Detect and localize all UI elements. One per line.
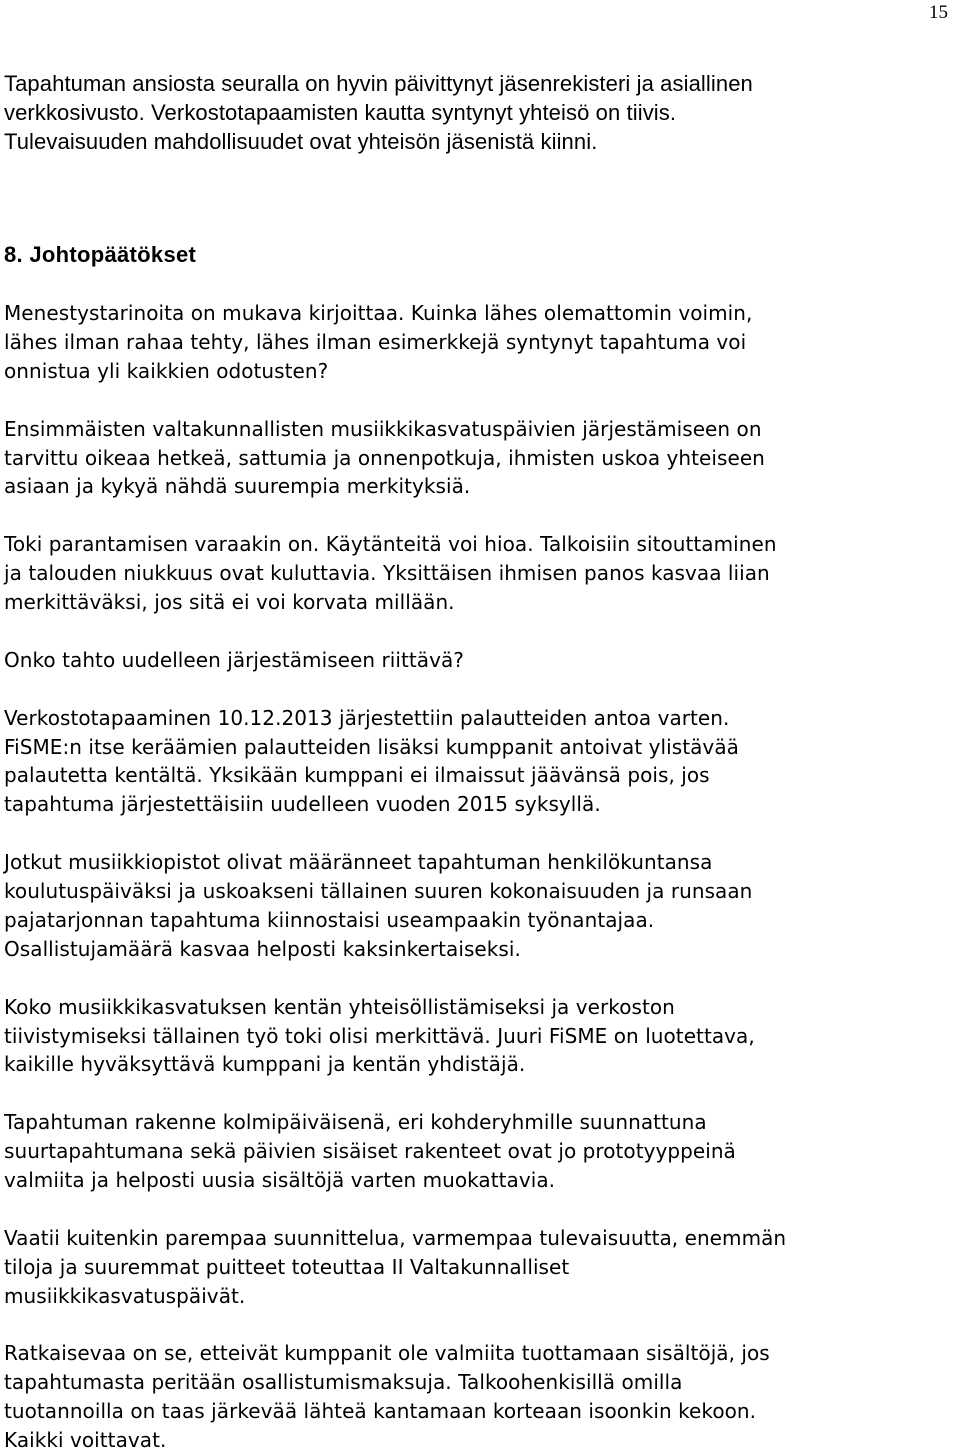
paragraph-community: Koko musiikkikasvatuksen kentän yhteisöllistämiseksi ja verkoston tiivistymiseksi tällainen työ toki olisi merkittävä. Juuri FiSME on luotettava, kaikille hyväksyttävä kumppani ja kentän yhdistäjä. <box>4 994 755 1077</box>
section-heading: 8. Johtopäätökset <box>4 242 197 267</box>
page-number: 15 <box>929 2 948 23</box>
paragraph-structure: Tapahtuman rakenne kolmipäiväisenä, eri kohderyhmille suunnattuna suurtapahtumana sekä päivien sisäiset rakenteet ovat jo prototyyppeinä valmiita ja helposti uusia sisältöjä varten muokattavia. <box>4 1110 736 1193</box>
paragraph-question: Onko tahto uudelleen järjestämiseen riittävä? <box>4 647 464 672</box>
body-text <box>4 299 956 1455</box>
paragraph-success-story: Menestystarinoita on mukava kirjoittaa. Kuinka lähes olemattomin voimin, lähes ilman rahaa tehty, lähes ilman esimerkkejä syntynyt tapahtuma voi onnistua yli kaikkien odotusten? <box>4 301 753 383</box>
paragraph-requirements: Vaatii kuitenkin parempaa suunnittelua, varmempaa tulevaisuutta, enemmän tiloja ja suuremmat puitteet toteuttaa II Valtakunnalliset musiikkikasvatuspäivät. <box>4 1225 787 1308</box>
paragraph-music-institutes: Jotkut musiikkiopistot olivat määränneet tapahtuman henkilökuntansa koulutuspäiväksi ja uskoakseni tällainen suuren kokonaisuuden ja runsaan pajatarjonnan tapahtuma kiinnostaisi useampaakin työnantajaa. Osallistujamäärä kasvaa helposti kaksinkertaiseksi. <box>4 850 753 961</box>
paragraph-conclusion: Ratkaisevaa on se, etteivät kumppanit ole valmiita tuottamaan sisältöjä, jos tapahtumasta peritään osallistumismaksuja. Talkoohenkisillä omilla tuotannoilla on taas järkevää lähteä kantamaan korteaan isoonkin kekoon. Kaikki voittavat. <box>4 1341 770 1453</box>
paragraph-improvements: Toki parantamisen varaakin on. Käytänteitä voi hioa. Talkoisiin sitouttaminen ja talouden niukkuus ovat kuluttavia. Yksittäisen ihmisen panos kasvaa liian merkittäväksi, jos sitä ei voi korvata millään. <box>4 532 777 615</box>
intro-paragraph: Tapahtuman ansiosta seuralla on hyvin päivittynyt jäsenrekisteri ja asiallinen verkkosivusto. Verkostotapaamisten kautta syntynyt yhteisö on tiivis. Tulevaisuuden mahdollisuudet ovat yhteisön jäsenistä kiinni. <box>4 71 753 154</box>
paragraph-network-meeting: Verkostotapaaminen 10.12.2013 järjestettiin palautteiden antoa varten. FiSME:n itse keräämien palautteiden lisäksi kumppanit antoivat ylistävää palautetta kentältä. Yksikään kumppani ei ilmaissut jäävänsä pois, jos tapahtuma järjestettäisiin uudelleen vuoden 2015 syksyllä. <box>4 705 739 817</box>
paragraph-first-days: Ensimmäisten valtakunnallisten musiikkikasvatuspäivien järjestämiseen on tarvittu oikeaa hetkeä, sattumia ja onnenpotkuja, ihmisten uskoa yhteiseen asiaan ja kykyä nähdä suurempia merkityksiä. <box>4 416 765 499</box>
